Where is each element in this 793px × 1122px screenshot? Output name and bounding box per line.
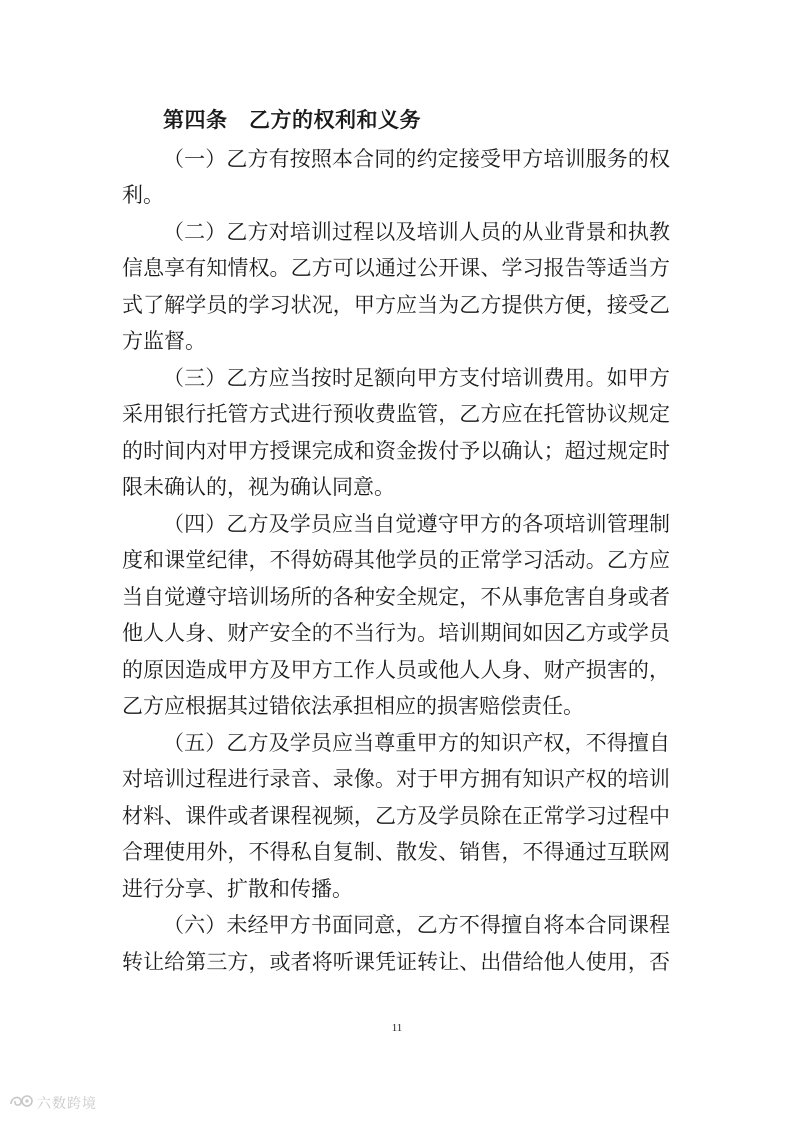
paragraph-line: 材料、课件或者课程视频，乙方及学员除在正常学习过程中 — [122, 804, 670, 828]
paragraph-line: 信息享有知情权。乙方可以通过公开课、学习报告等适当方 — [122, 256, 670, 280]
watermark — [8, 1093, 97, 1113]
paragraph-line: 乙方应根据其过错依法承担相应的损害赔偿责任。 — [122, 694, 584, 718]
paragraph-line: （三）乙方应当按时足额向甲方支付培训费用。如甲方 — [163, 366, 670, 390]
paragraph-line: （六）未经甲方书面同意，乙方不得擅自将本合同课程 — [163, 913, 670, 937]
paragraph-line: 的原因造成甲方及甲方工作人员或他人人身、财产损害的， — [122, 658, 670, 682]
paragraph-line: 合理使用外，不得私自复制、散发、销售，不得通过互联网 — [122, 840, 670, 864]
section-heading: 第四条 乙方的权利和义务 — [163, 108, 421, 132]
paragraph-line: 当自觉遵守培训场所的各种安全规定，不从事危害自身或者 — [122, 585, 670, 609]
paragraph-line: 限未确认的，视为确认同意。 — [122, 475, 395, 499]
paragraph-line: 式了解学员的学习状况，甲方应当为乙方提供方便，接受乙 — [122, 293, 670, 317]
paragraph-line: 他人人身、财产安全的不当行为。培训期间如因乙方或学员 — [122, 621, 670, 645]
watermark-text: 六数跨境 — [37, 1096, 97, 1112]
paragraph-line: 进行分享、扩散和传播。 — [122, 877, 353, 901]
paragraph-line: （五）乙方及学员应当尊重甲方的知识产权，不得擅自 — [163, 731, 670, 755]
paragraph-line: 采用银行托管方式进行预收费监管，乙方应在托管协议规定 — [122, 402, 670, 426]
paragraph-line: （一）乙方有按照本合同的约定接受甲方培训服务的权 — [163, 147, 670, 171]
logo-swirl-icon — [8, 1093, 34, 1113]
paragraph-line: 方监督。 — [122, 329, 206, 353]
paragraph-line: 利。 — [122, 183, 164, 207]
paragraph-line: （二）乙方对培训过程以及培训人员的从业背景和执教 — [163, 220, 670, 244]
paragraph-line: 对培训过程进行录音、录像。对于甲方拥有知识产权的培训 — [122, 767, 670, 791]
page-number: 11 — [391, 1022, 403, 1034]
paragraph-line: 的时间内对甲方授课完成和资金拨付予以确认；超过规定时 — [122, 439, 670, 463]
paragraph-line: 转让给第三方，或者将听课凭证转让、出借给他人使用，否 — [122, 950, 670, 974]
paragraph-line: （四）乙方及学员应当自觉遵守甲方的各项培训管理制 — [163, 512, 670, 536]
paragraph-line: 度和课堂纪律，不得妨碍其他学员的正常学习活动。乙方应 — [122, 548, 670, 572]
